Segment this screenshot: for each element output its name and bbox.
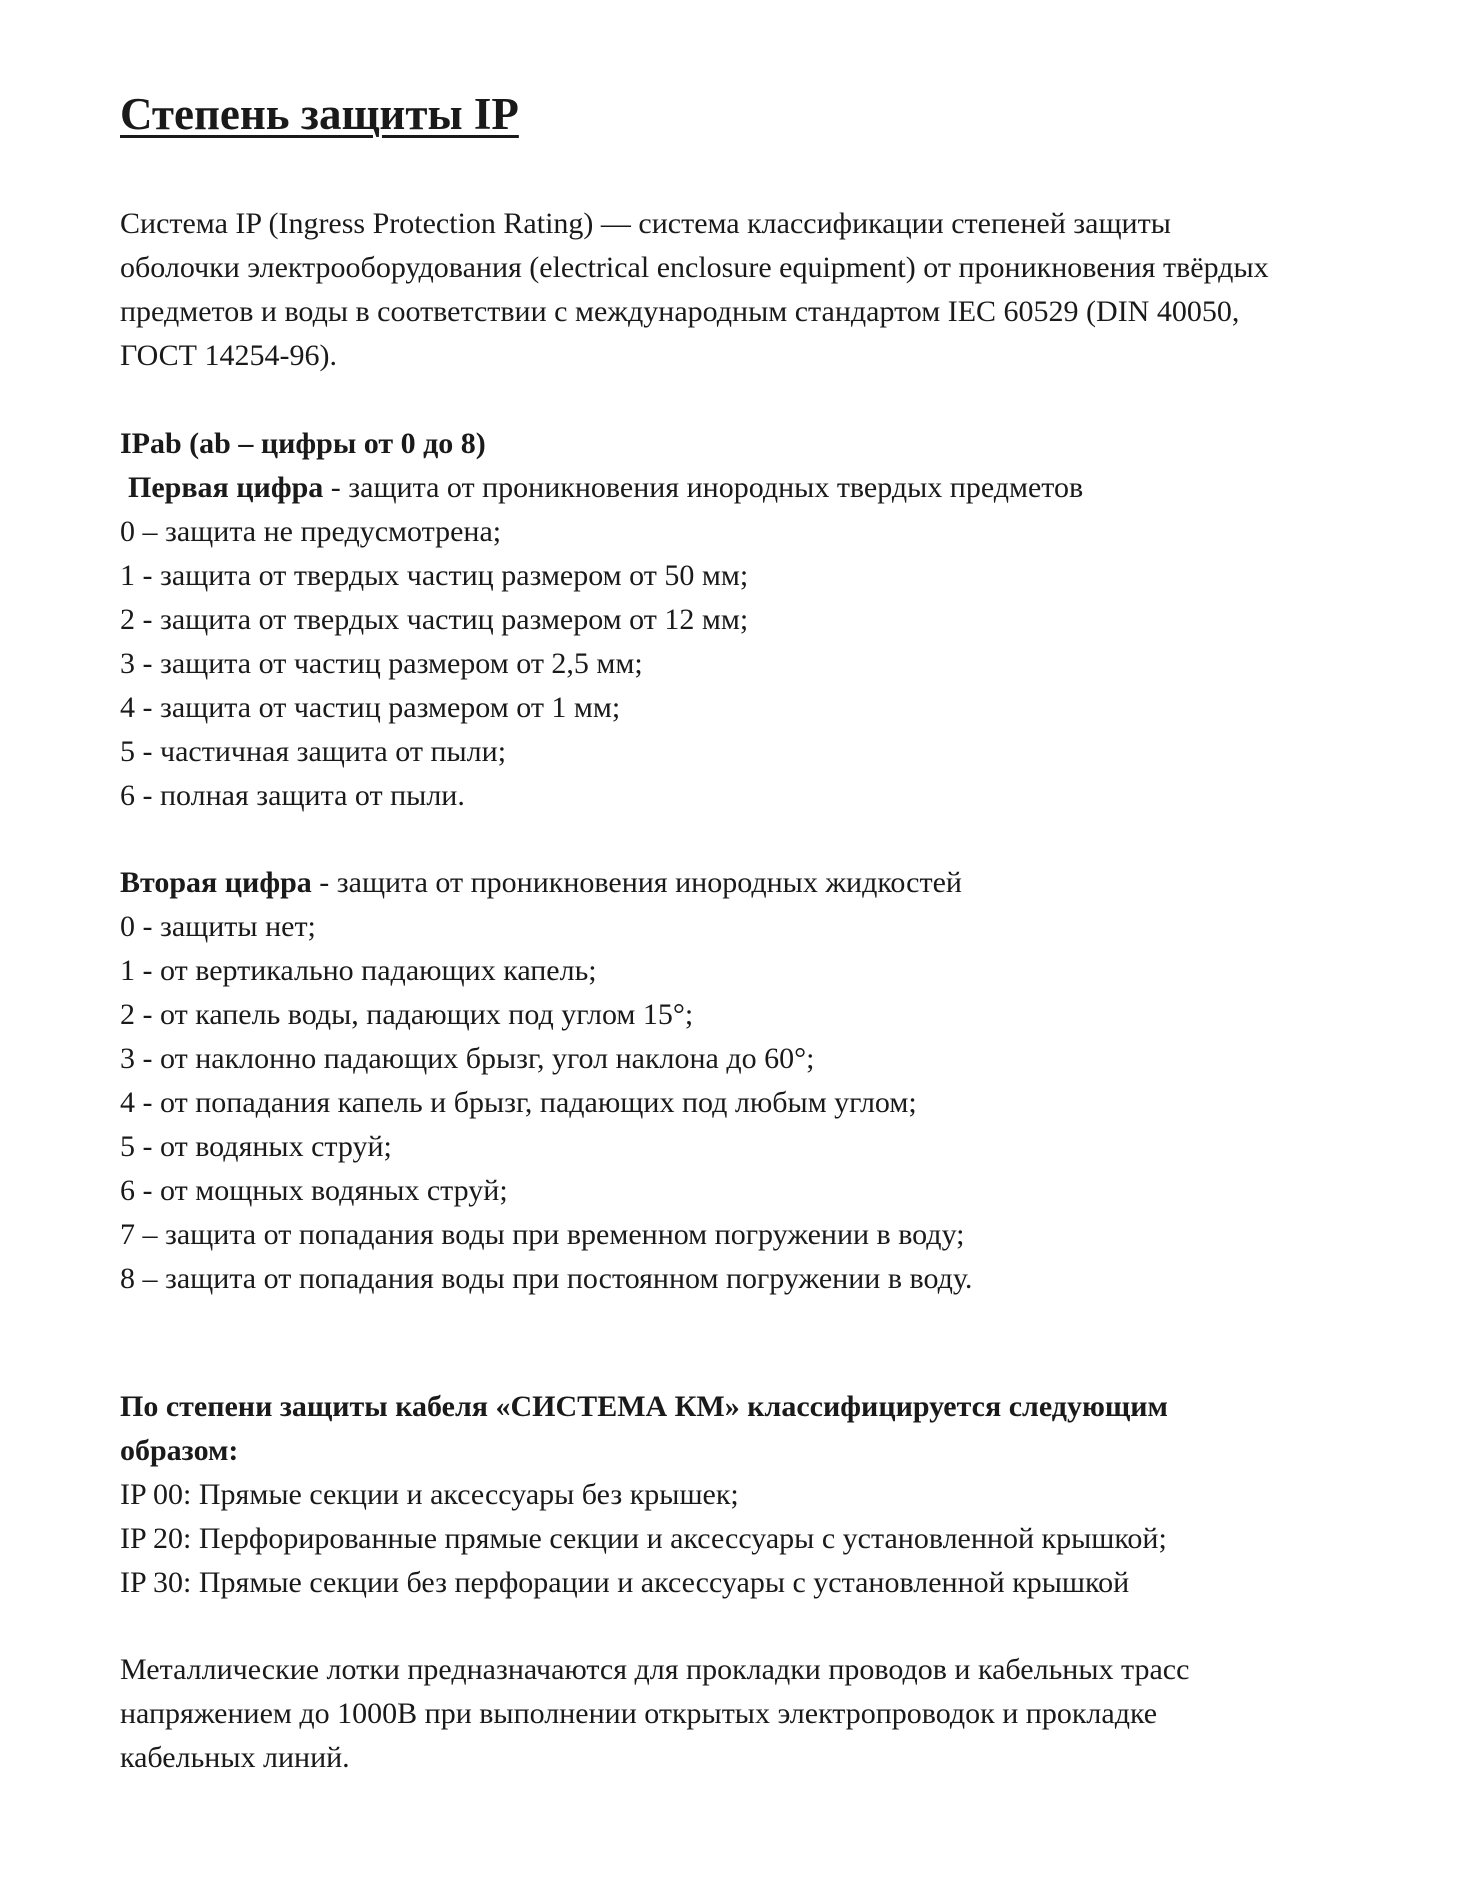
first-digit-item: 3 - защита от частиц размером от 2,5 мм; [120,647,643,680]
first-digit-item: 2 - защита от твердых частиц размером от 12 мм; [120,603,749,636]
first-digit-label: Первая цифра [128,471,324,504]
first-digit-item: 5 - частичная защита от пыли; [120,735,507,768]
system-km-item: IP 20: Перфорированные прямые секции и аксессуары с установленной крышкой; [120,1522,1167,1555]
system-km-heading: По степени защиты кабеля «СИСТЕМА КМ» классифицируется следующим [120,1390,1168,1423]
ipab-heading: IPab (ab – цифры от 0 до 8) [120,427,486,460]
second-digit-item: 8 – защита от попадания воды при постоянном погружении в воду. [120,1262,973,1295]
second-digit-item: 3 - от наклонно падающих брызг, угол наклона до 60°; [120,1042,815,1075]
second-digit-item: 1 - от вертикально падающих капель; [120,954,597,987]
second-digit-heading [120,861,1420,905]
second-digit-item: 7 – защита от попадания воды при временном погружении в воду; [120,1218,965,1251]
page-title: Степень защиты IP [120,89,519,139]
system-km-heading: образом: [120,1434,239,1467]
closing-line: Металлические лотки предназначаются для прокладки проводов и кабельных трасс [120,1653,1190,1686]
intro-paragraph [120,202,1420,378]
first-digit-item: 0 – защита не предусмотрена; [120,515,502,548]
second-digit-item: 4 - от попадания капель и брызг, падающих под любым углом; [120,1086,917,1119]
second-digit-item: 5 - от водяных струй; [120,1130,392,1163]
intro-line: оболочки электрооборудования (electrical enclosure equipment) от проникновения твёрдых [120,251,1269,284]
first-digit-desc: - защита от проникновения инородных твердых предметов [323,471,1084,504]
second-digit-item: 6 - от мощных водяных струй; [120,1174,508,1207]
intro-line: предметов и воды в соответствии с международным стандартом IEC 60529 (DIN 40050, [120,295,1240,328]
intro-line: ГОСТ 14254-96). [120,339,337,372]
second-digit-section [120,861,1420,1301]
first-digit-item: 4 - защита от частиц размером от 1 мм; [120,691,621,724]
second-digit-item: 0 - защиты нет; [120,910,316,943]
closing-line: кабельных линий. [120,1741,350,1774]
first-digit-item: 1 - защита от твердых частиц размером от 50 мм; [120,559,749,592]
intro-line: Система IP (Ingress Protection Rating) — система классификации степеней защиты [120,207,1171,240]
closing-paragraph [120,1648,1420,1780]
first-digit-item: 6 - полная защита от пыли. [120,779,465,812]
second-digit-desc: - защита от проникновения инородных жидкостей [311,866,962,899]
second-digit-label: Вторая цифра [120,866,312,899]
first-digit-heading [120,466,1420,510]
system-km-item: IP 00: Прямые секции и аксессуары без крышек; [120,1478,739,1511]
system-km-section [120,1385,1420,1605]
closing-line: напряжением до 1000В при выполнении открытых электропроводок и прокладке [120,1697,1158,1730]
ip-digits-section [120,422,1420,818]
second-digit-item: 2 - от капель воды, падающих под углом 15°; [120,998,694,1031]
system-km-item: IP 30: Прямые секции без перфорации и аксессуары с установленной крышкой [120,1566,1130,1599]
